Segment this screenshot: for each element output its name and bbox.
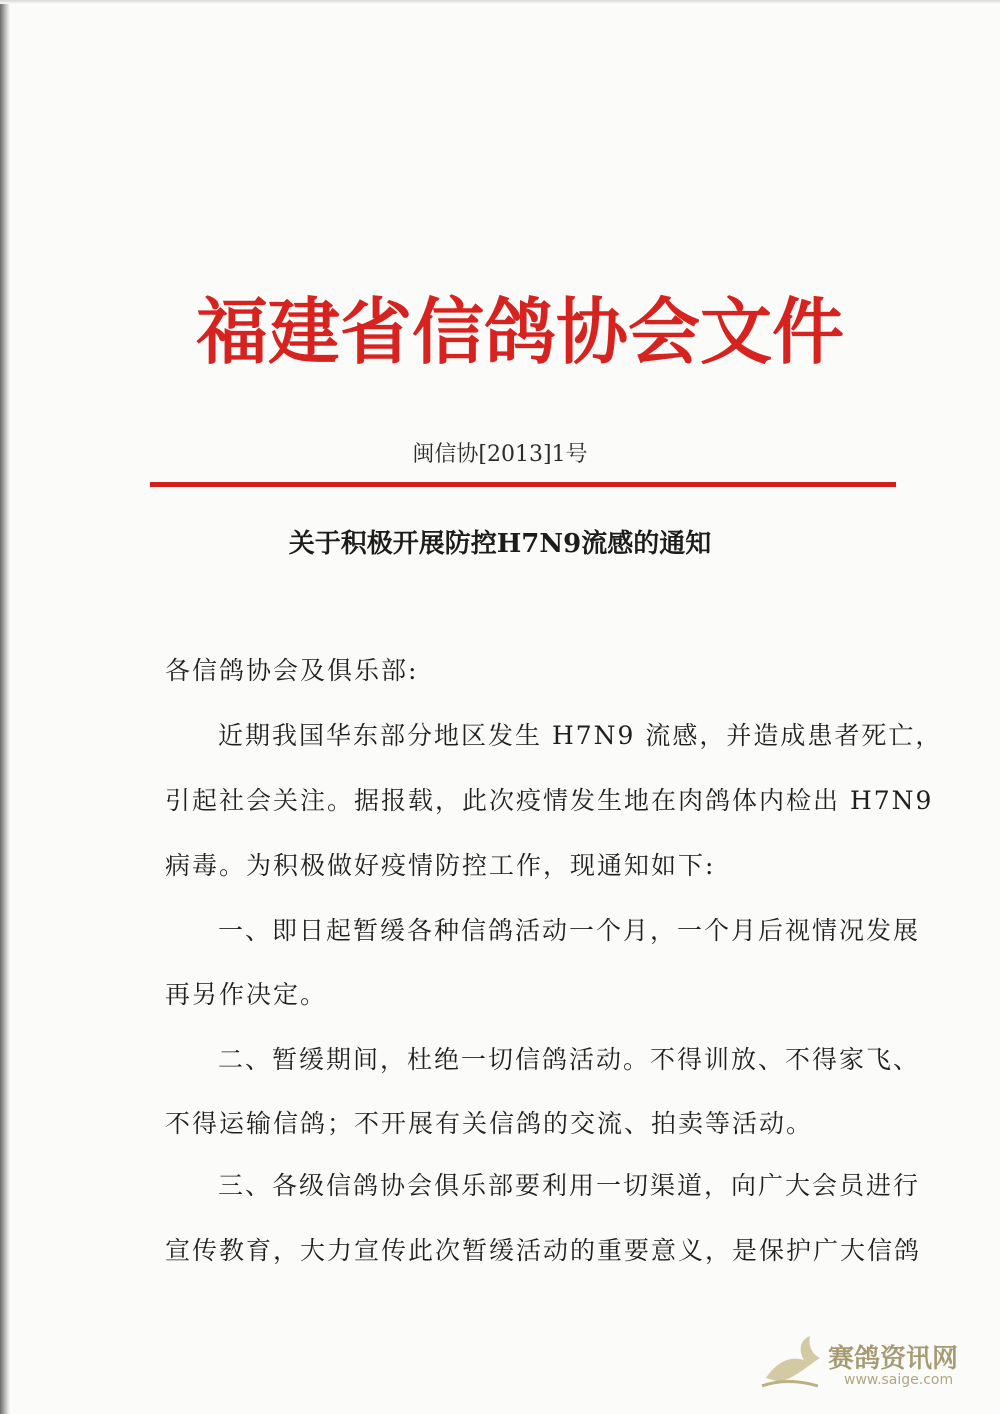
watermark-name: 赛鸽资讯网 xyxy=(828,1344,959,1374)
watermark-url: www.saige.com xyxy=(844,1372,954,1388)
document-header-title: 福建省信鸽协会文件 xyxy=(196,289,845,374)
salutation: 各信鸽协会及俱乐部: xyxy=(165,656,419,685)
notice-title: 关于积极开展防控H7N9流感的通知 xyxy=(288,529,712,559)
body-line: 病毒。为积极做好疫情防控工作，现通知如下: xyxy=(165,851,716,880)
document-number: 闽信协[2013]1号 xyxy=(412,442,588,467)
watermark-logo xyxy=(758,1330,968,1400)
body-line: 三、各级信鸽协会俱乐部要利用一切渠道，向广大会员进行 xyxy=(218,1171,921,1200)
body-line: 二、暂缓期间，杜绝一切信鸽活动。不得训放、不得家飞、 xyxy=(218,1045,921,1074)
body-line: 宣传教育，大力宣传此次暂缓活动的重要意义，是保护广大信鸽 xyxy=(165,1236,922,1265)
red-divider-rule xyxy=(150,482,896,487)
body-line: 引起社会关注。据报载，此次疫情发生地在肉鸽体内检出 H7N9 xyxy=(165,786,934,815)
scan-edge-top xyxy=(0,0,1000,4)
pigeon-icon xyxy=(758,1330,828,1400)
scan-edge-left xyxy=(0,0,10,1414)
body-line: 再另作决定。 xyxy=(165,980,328,1009)
body-line: 一、即日起暂缓各种信鸽活动一个月，一个月后视情况发展 xyxy=(218,916,921,945)
body-line: 近期我国华东部分地区发生 H7N9 流感，并造成患者死亡， xyxy=(218,721,943,750)
body-line: 不得运输信鸽；不开展有关信鸽的交流、拍卖等活动。 xyxy=(165,1109,814,1138)
